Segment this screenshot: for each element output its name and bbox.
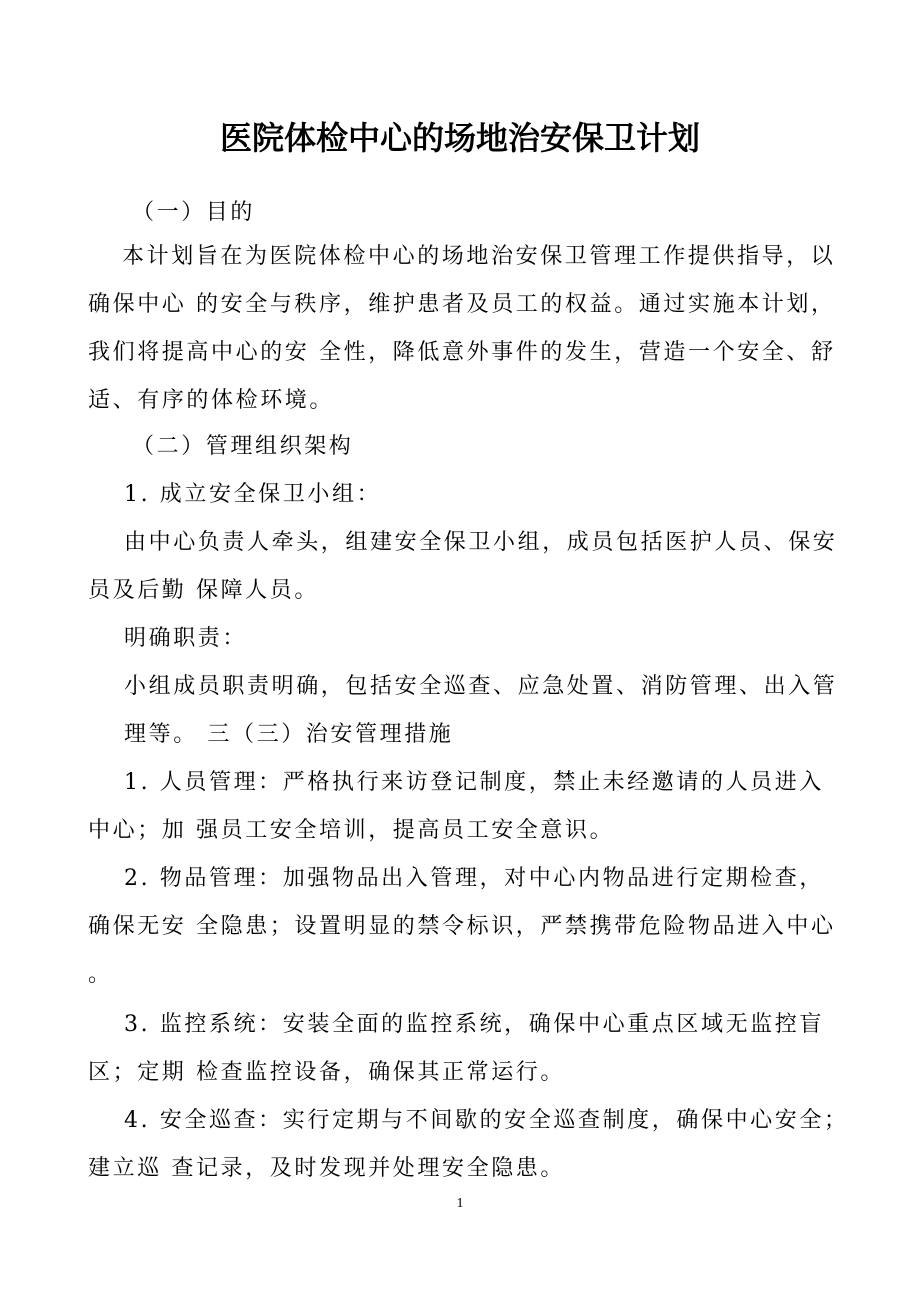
paragraph-line: 由中心负责人牵头，组建安全保卫小组，成员包括医护人员、保安 — [124, 530, 838, 555]
paragraph-line: 本计划旨在为医院体检中心的场地治安保卫管理工作提供指导，以 — [122, 244, 836, 269]
list-item-continuation: 区；定期 检查监控设备，确保其正常运行。 — [88, 1060, 565, 1085]
list-item-continuation: 。 — [88, 962, 113, 987]
list-item-continuation: 建立巡 查记录，及时发现并处理安全隐患。 — [88, 1156, 565, 1181]
section-heading-purpose: （一）目的 — [132, 200, 256, 225]
paragraph-line: 确保中心 的安全与秩序，维护患者及员工的权益。通过实施本计划， — [88, 292, 836, 317]
document-title: 医院体检中心的场地治安保卫计划 — [219, 119, 700, 157]
list-item-heading: 1. 成立安全保卫小组： — [124, 482, 382, 507]
list-item: 1. 人员管理：严格执行来访登记制度，禁止未经邀请的人员进入 — [124, 770, 824, 795]
list-item: 2. 物品管理：加强物品出入管理，对中心内物品进行定期检查， — [124, 866, 824, 891]
list-item-continuation: 确保无安 全隐患；设置明显的禁令标识，严禁携带危险物品进入中心 — [88, 914, 836, 939]
paragraph-line: 我们将提高中心的安 全性，降低意外事件的发生，营造一个安全、舒 — [88, 340, 836, 365]
list-item-heading: 明确职责： — [124, 626, 248, 651]
paragraph-line: 理等。 三（三）治安管理措施 — [124, 722, 454, 747]
page-number: 1 — [456, 1196, 464, 1211]
list-item-continuation: 中心；加 强员工安全培训，提高员工安全意识。 — [88, 818, 615, 843]
list-item: 4. 安全巡查：实行定期与不间歇的安全巡查制度，确保中心安全； — [124, 1108, 849, 1133]
paragraph-line: 员及后勤 保障人员。 — [88, 578, 319, 603]
section-heading-organization: （二）管理组织架构 — [132, 434, 354, 459]
list-item: 3. 监控系统：安装全面的监控系统，确保中心重点区域无监控盲 — [124, 1012, 824, 1037]
paragraph-line: 小组成员职责明确，包括安全巡查、应急处置、消防管理、出入管 — [124, 674, 838, 699]
paragraph-line: 适、有序的体检环境。 — [88, 388, 335, 413]
